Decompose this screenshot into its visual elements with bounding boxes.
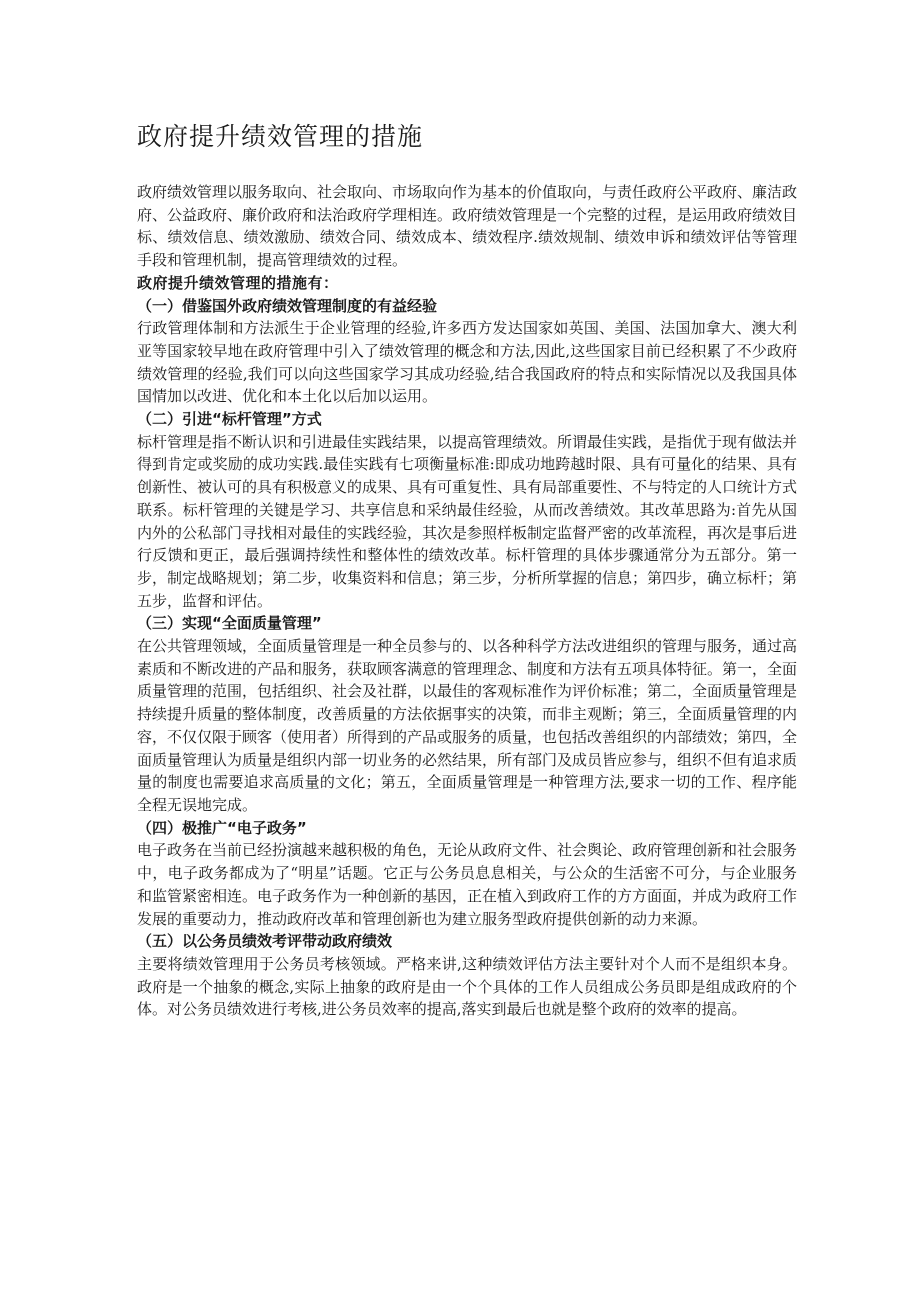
section-heading-2: （二）引进“标杆管理”方式 [137,410,322,429]
document-title: 政府提升绩效管理的措施 [137,122,424,151]
section-heading-5: （五）以公务员绩效考评带动政府绩效 [137,932,393,951]
section-paragraph-1: 行政管理体制和方法派生于企业管理的经验,许多西方发达国家如英国、美国、法国加拿大、澳大利亚等国家较早地在政府管理中引入了绩效管理的概念和方法,因此,这些国家目前已经积累了不少政府绩效管理的经验,我们可以向这些国家学习其成功经验,结合我国政府的特点和实际情况以及我国具体国情加以改进、优化和本土化以后加以运用。 [137,319,797,406]
intro-paragraph: 政府绩效管理以服务取向、社会取向、市场取向作为基本的价值取向，与责任政府公平政府、廉洁政府、公益政府、廉价政府和法治政府学理相连。政府绩效管理是一个完整的过程，是运用政府绩效目标、绩效信息、绩效激励、绩效合同、绩效成本、绩效程序.绩效规制、绩效申诉和绩效评估等管理手段和管理机制，提高管理绩效的过程。 [137,183,798,270]
section-paragraph-5: 主要将绩效管理用于公务员考核领域。严格来讲,这种绩效评估方法主要针对个人而不是组织本身。政府是一个抽象的概念,实际上抽象的政府是由一个个具体的工作人员组成公务员即是组成政府的个体。对公务员绩效进行考核,进公务员效率的提高,落实到最后也就是整个政府的效率的提高。 [137,954,797,1019]
section-heading-4: （四）极推广“电子政务” [137,818,307,837]
section-paragraph-2: 标杆管理是指不断认识和引进最佳实践结果，以提高管理绩效。所谓最佳实践，是指优于现有做法并得到肯定或奖励的成功实践.最佳实践有七项衡量标准:即成功地跨越时限、具有可量化的结果、具有创新性、被认可的具有积极意义的成果、具有可重复性、具有局部重要性、不与特定的人口统计方式联系。标杆管理的关键是学习、共享信息和采纳最佳经验，从而改善绩效。其改革思路为:首先从国内外的公私部门寻找相对最佳的实践经验，其次是参照样板制定监督严密的改革流程，再次是事后进行反馈和更正，最后强调持续性和整体性的绩效改革。标杆管理的具体步骤通常分为五部分。第一步，制定战略规划；第二步，收集资料和信息；第三步，分析所掌握的信息；第四步，确立标杆；第五步，监督和评估。 [137,432,798,610]
section-paragraph-3: 在公共管理领域，全面质量管理是一种全员参与的、以各种科学方法改进组织的管理与服务，通过高素质和不断改进的产品和服务，获取顾客满意的管理理念、制度和方法有五项具体特征。第一，全面质量管理的范围，包括组织、社会及社群，以最佳的客观标准作为评价标准；第二，全面质量管理是持续提升质量的整体制度，改善质量的方法依据事实的决策，而非主观断；第三，全面质量管理的内容，不仅仅限于顾客（使用者）所得到的产品或服务的质量，也包括改善组织的内部绩效；第四，全面质量管理认为质量是组织内部一切业务的必然结果，所有部门及成员皆应参与，组织不但有追求质量的制度也需要追求高质量的文化；第五，全面质量管理是一种管理方法,要求一切的工作、程序能全程无误地完成。 [137,637,798,814]
section-paragraph-4: 电子政务在当前已经扮演越来越积极的角色，无论从政府文件、社会舆论、政府管理创新和社会服务中，电子政务都成为了“明星”话题。它正与公务员息息相关，与公众的生活密不可分，与企业服务和监管紧密相连。电子政务作为一种创新的基因，正在植入到政府工作的方方面面，并成为政府工作发展的重要动力，推动政府改革和管理创新也为建立服务型政府提供创新的动力来源。 [137,841,798,928]
section-heading-1: （一）借鉴国外政府绩效管理制度的有益经验 [137,296,438,315]
section-heading-3: （三）实现“全面质量管理” [137,614,322,633]
document-body [137,181,797,1021]
measures-lead-heading: 政府提升绩效管理的措施有： [137,273,339,292]
